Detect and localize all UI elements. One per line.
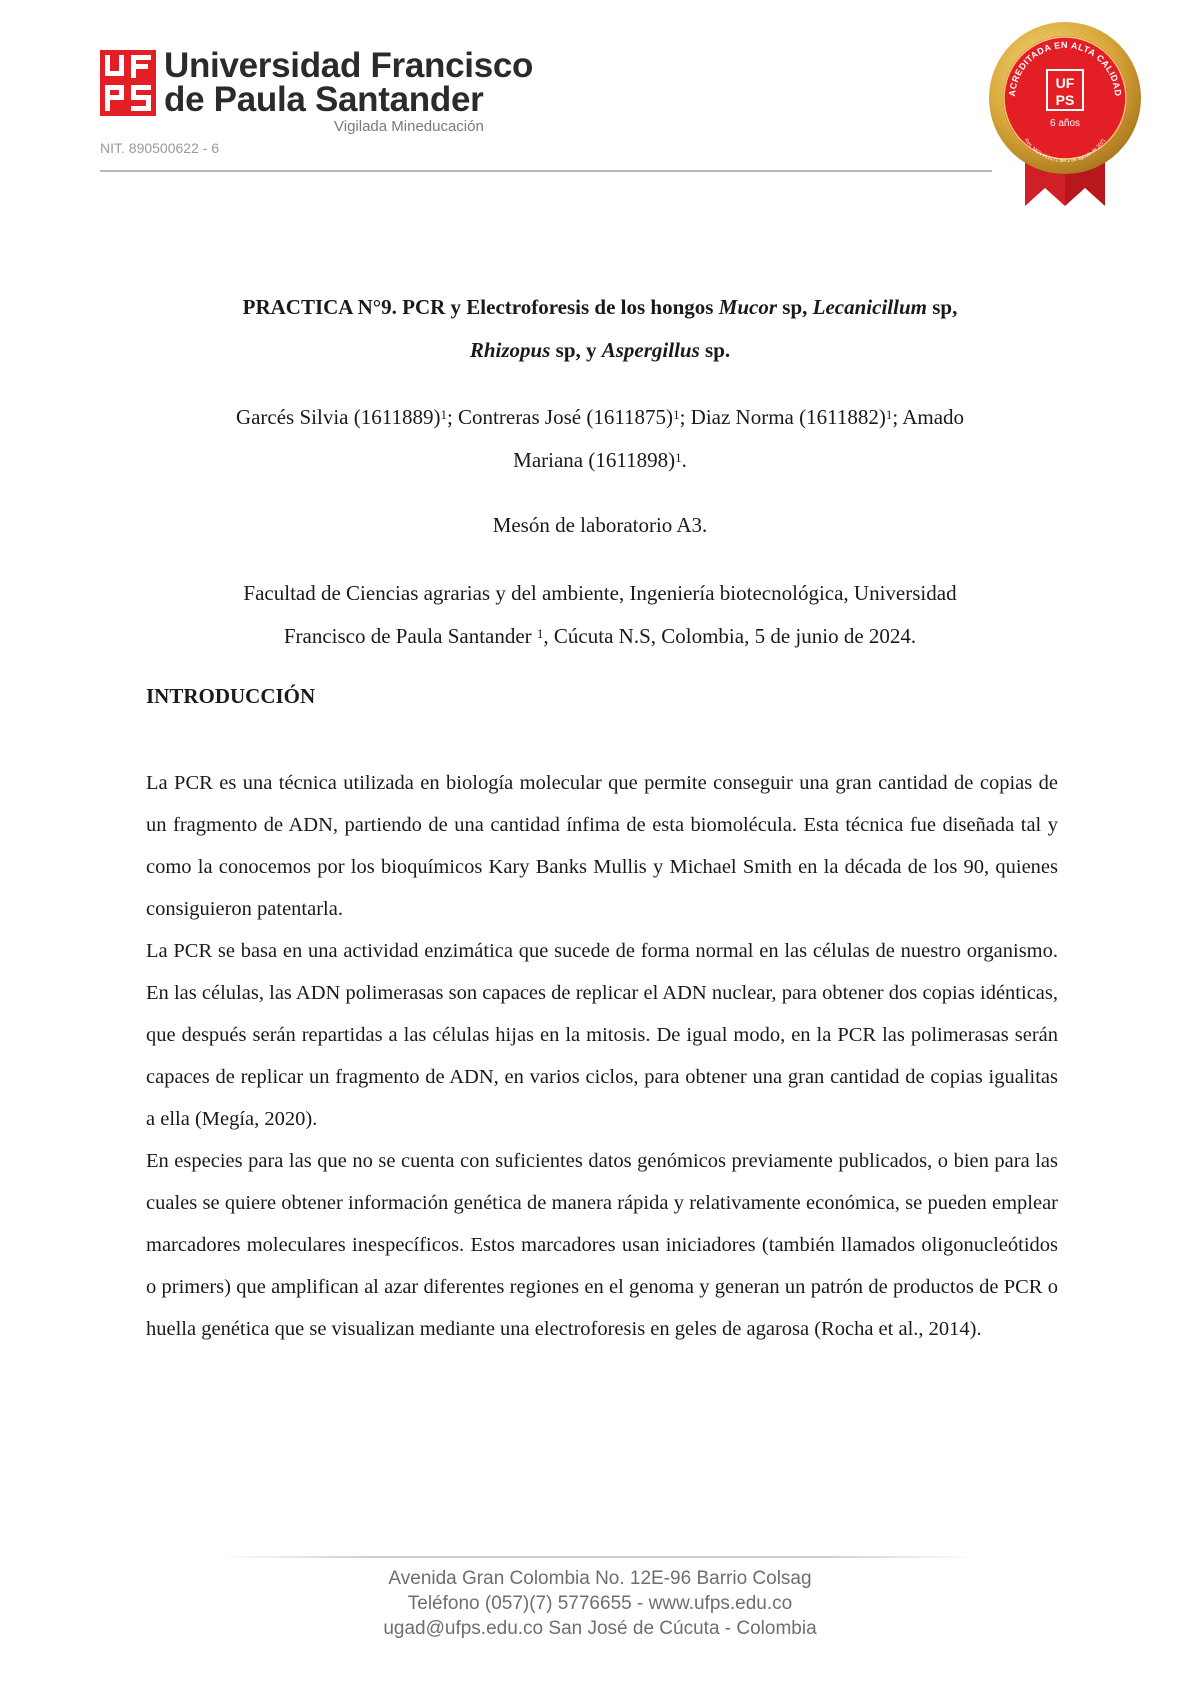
ufps-logo-icon	[100, 50, 156, 116]
footer-address: Avenida Gran Colombia No. 12E-96 Barrio Colsag	[388, 1568, 812, 1589]
seal-years: 6 años	[1049, 118, 1081, 129]
footer-phone-web: Teléfono (057)(7) 5776655 - www.ufps.edu.co	[407, 1593, 793, 1614]
affiliation-mark: 1	[440, 407, 447, 422]
affiliation-mark: 1	[673, 407, 680, 422]
accreditation-seal-icon	[985, 16, 1145, 216]
seal-bottom-text: Res. MEN 015171 del 2 de agosto de 2021	[1022, 137, 1108, 165]
paragraph: La PCR se basa en una actividad enzimática que sucede de forma normal en las células de nuestro organismo. En las células, las ADN polimerasas son capaces de replicar el ADN nuclear, para obtener dos copias idénticas, que después serán repartidas a las células hijas en la mitosis. De igual modo, en la PCR las polimerasas serán capaces de replicar un fragmento de ADN, en varios ciclos, para obtener una gran cantidad de copias igualitas a ella (Megía, 2020).	[146, 940, 1058, 1130]
svg-text:PS: PS	[1055, 92, 1075, 108]
title-species-rhizopus: Rhizopus	[469, 338, 551, 362]
authors-list	[140, 396, 1060, 482]
paragraph: En especies para las que no se cuenta con suficientes datos genómicos previamente publicados, o bien para las cuales se quiere obtener información genética de manera rápida y relativamente económica, se pueden emplear marcadores moleculares inespecíficos. Estos marcadores usan iniciadores (también llamados oligonucleótidos o primers) que amplifican al azar diferentes regiones en el genoma y generan un patrón de productos de PCR o huella genética que se visualizan mediante una electroforesis en geles de agarosa (Rocha et al., 2014).	[146, 1150, 1058, 1340]
section-heading-introduction: INTRODUCCIÓN	[146, 684, 316, 708]
authors-end: .	[681, 448, 687, 472]
title-species-aspergillus: Aspergillus	[601, 338, 700, 362]
vigilada-label: Vigilada Mineducación	[334, 118, 484, 135]
affiliation-mark: 1	[675, 450, 682, 465]
title-text: PRACTICA N°9. PCR y Electroforesis de los hongos	[242, 295, 719, 319]
svg-text:UF: UF	[1055, 75, 1075, 91]
title-text: sp, y	[550, 338, 602, 362]
lab-bench: Mesón de laboratorio A3.	[492, 513, 708, 537]
seal-arc-text: ACREDITADA EN ALTA CALIDAD	[1006, 39, 1124, 97]
author-garces: Garcés Silvia (1611889)	[235, 405, 441, 429]
nit-label: NIT. 890500622 - 6	[100, 140, 220, 156]
title-text: sp,	[926, 295, 958, 319]
title-text: sp.	[699, 338, 731, 362]
footer-divider	[218, 1556, 978, 1558]
title-text: sp,	[777, 295, 813, 319]
faculty-affiliation	[140, 572, 1060, 658]
footer-email-city: ugad@ufps.edu.co San José de Cúcuta - Colombia	[383, 1618, 817, 1639]
title-species-mucor: Mucor	[718, 295, 778, 319]
paragraph: La PCR es una técnica utilizada en biología molecular que permite conseguir una gran cantidad de copias de un fragmento de ADN, partiendo de una cantidad ínfima de esta biomolécula. Esta técnica fue diseñada tal y como la conocemos por los bioquímicos Kary Banks Mullis y Michael Smith en la década de los 90, quienes consiguieron patentarla.	[146, 772, 1058, 920]
footer-contact	[300, 1566, 900, 1641]
author-contreras: ; Contreras José (1611875)	[446, 405, 674, 429]
faculty-location-date: , Cúcuta N.S, Colombia, 5 de junio de 2024.	[543, 624, 917, 648]
university-name-line1: Universidad Francisco	[164, 46, 534, 85]
author-amado-cont: Mariana (1611898)	[513, 448, 676, 472]
author-diaz: ; Diaz Norma (1611882)	[679, 405, 886, 429]
header-divider	[100, 170, 992, 172]
introduction-body	[146, 762, 1058, 1350]
affiliation-mark: 1	[536, 626, 544, 641]
title-species-lecanicillum: Lecanicillum	[812, 295, 927, 319]
affiliation-mark: 1	[885, 407, 893, 422]
author-amado: ; Amado	[892, 405, 965, 429]
faculty-line2: Francisco de Paula Santander	[283, 624, 537, 648]
faculty-line1: Facultad de Ciencias agrarias y del ambiente, Ingeniería biotecnológica, Universidad	[243, 581, 957, 605]
document-title	[140, 286, 1060, 372]
university-name-line2: de Paula Santander	[164, 80, 484, 119]
